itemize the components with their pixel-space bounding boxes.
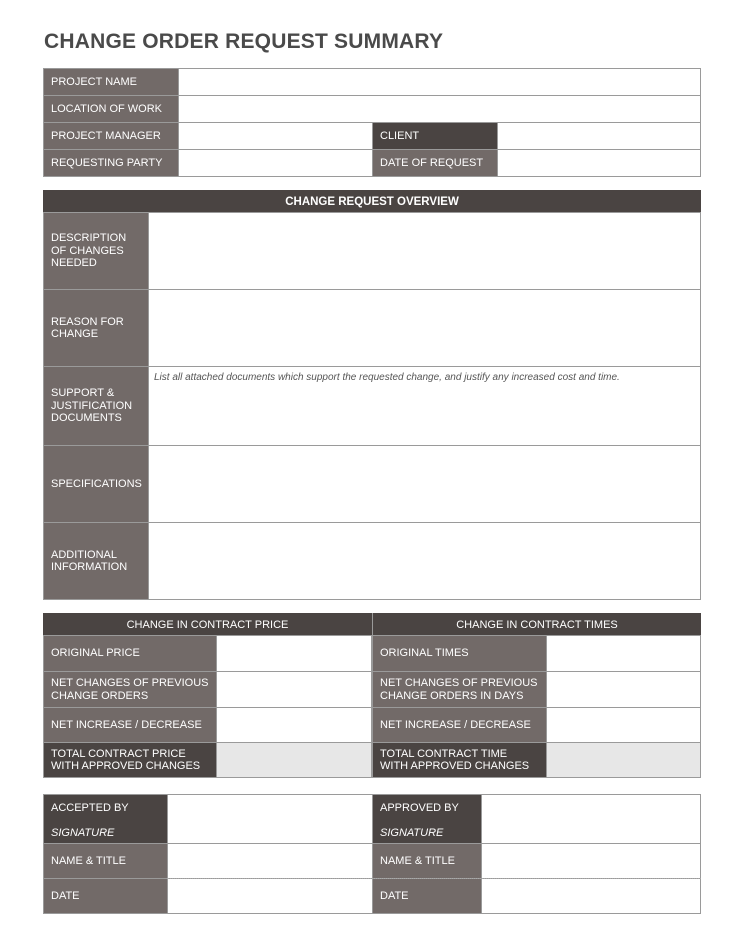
client-label: CLIENT <box>372 122 498 150</box>
project-name-label: PROJECT NAME <box>43 68 179 96</box>
total-price-label: TOTAL CONTRACT PRICE WITH APPROVED CHANGES <box>43 742 217 778</box>
original-times-field[interactable] <box>546 635 701 672</box>
approved-date-label: DATE <box>372 878 482 914</box>
total-time-label: TOTAL CONTRACT TIME WITH APPROVED CHANGES <box>372 742 547 778</box>
accepted-date-label: DATE <box>43 878 168 914</box>
location-of-work-field[interactable] <box>178 95 701 123</box>
date-of-request-label: DATE OF REQUEST <box>372 149 498 177</box>
accepted-signature-label: SIGNATURE <box>51 826 115 839</box>
accepted-name-title-field[interactable] <box>167 843 373 879</box>
approved-date-field[interactable] <box>481 878 701 914</box>
contract-price-header: CHANGE IN CONTRACT PRICE <box>43 613 372 636</box>
contract-times-header: CHANGE IN CONTRACT TIMES <box>372 613 701 636</box>
support-documents-note: List all attached documents which support the requested change, and justify any increased cost and time. <box>154 372 620 383</box>
net-increase-times-label: NET INCREASE / DECREASE <box>372 707 547 743</box>
original-price-field[interactable] <box>216 635 372 672</box>
requesting-party-label: REQUESTING PARTY <box>43 149 179 177</box>
project-manager-label: PROJECT MANAGER <box>43 122 179 150</box>
net-changes-times-field[interactable] <box>546 671 701 708</box>
requesting-party-field[interactable] <box>178 149 373 177</box>
accepted-name-title-label: NAME & TITLE <box>43 843 168 879</box>
description-field[interactable] <box>148 212 701 290</box>
approved-name-title-label: NAME & TITLE <box>372 843 482 879</box>
reason-field[interactable] <box>148 289 701 367</box>
specifications-label: SPECIFICATIONS <box>43 445 149 523</box>
project-name-field[interactable] <box>178 68 701 96</box>
original-times-label: ORIGINAL TIMES <box>372 635 547 672</box>
page-title: CHANGE ORDER REQUEST SUMMARY <box>44 30 444 53</box>
approved-signature-field[interactable] <box>481 794 701 844</box>
net-changes-price-field[interactable] <box>216 671 372 708</box>
net-changes-times-label: NET CHANGES OF PREVIOUS CHANGE ORDERS IN DAYS <box>372 671 547 708</box>
total-price-field[interactable] <box>216 742 372 778</box>
location-of-work-label: LOCATION OF WORK <box>43 95 179 123</box>
accepted-signature-field[interactable] <box>167 794 373 844</box>
support-documents-label: SUPPORT & JUSTIFICATION DOCUMENTS <box>43 366 149 446</box>
date-of-request-field[interactable] <box>497 149 701 177</box>
net-increase-price-label: NET INCREASE / DECREASE <box>43 707 217 743</box>
net-increase-times-field[interactable] <box>546 707 701 743</box>
reason-label: REASON FOR CHANGE <box>43 289 149 367</box>
signoff-divider <box>167 878 701 879</box>
approved-by-label: APPROVED BY SIGNATURE <box>372 794 482 844</box>
specifications-field[interactable] <box>148 445 701 523</box>
additional-info-label: ADDITIONAL INFORMATION <box>43 522 149 600</box>
approved-signature-label: SIGNATURE <box>380 826 444 839</box>
client-field[interactable] <box>497 122 701 150</box>
original-price-label: ORIGINAL PRICE <box>43 635 217 672</box>
total-time-field[interactable] <box>546 742 701 778</box>
approved-name-title-field[interactable] <box>481 843 701 879</box>
net-increase-price-field[interactable] <box>216 707 372 743</box>
project-manager-field[interactable] <box>178 122 373 150</box>
overview-header: CHANGE REQUEST OVERVIEW <box>43 190 701 213</box>
additional-info-field[interactable] <box>148 522 701 600</box>
accepted-by-label: ACCEPTED BY SIGNATURE <box>43 794 168 844</box>
description-label: DESCRIPTION OF CHANGES NEEDED <box>43 212 149 290</box>
accepted-date-field[interactable] <box>167 878 373 914</box>
net-changes-price-label: NET CHANGES OF PREVIOUS CHANGE ORDERS <box>43 671 217 708</box>
